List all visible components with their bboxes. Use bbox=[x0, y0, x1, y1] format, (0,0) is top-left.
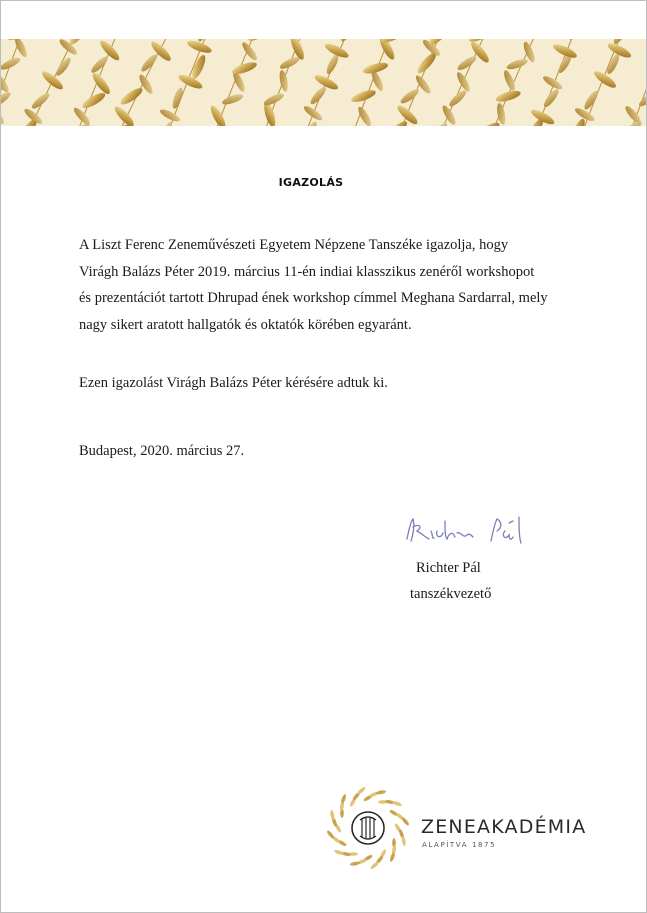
place-and-date: Budapest, 2020. március 27. bbox=[79, 443, 245, 459]
certification-text: A Liszt Ferenc Zeneművészeti Egyetem Népzene Tanszéke igazolja, hogy Virágh Balázs Péter 2019. március 11-én indiai klasszikus zenéről workshopot és prezentációt tartott Dhrupad ének workshop címmel Meghana Sardarral, mely nagy sikert aratott hallgatók és oktatók körében egyaránt. bbox=[79, 237, 548, 333]
body-paragraph bbox=[79, 232, 549, 338]
founded-year-label: ALAPÍTVA 1875 bbox=[422, 841, 497, 849]
signer-name: Richter Pál bbox=[416, 560, 481, 576]
zeneakademia-emblem-logo bbox=[323, 783, 413, 873]
document-title: IGAZOLÁS bbox=[278, 176, 344, 189]
handwritten-signature bbox=[401, 511, 541, 551]
leaf-pattern-image bbox=[1, 39, 646, 126]
signer-title: tanszékvezető bbox=[410, 586, 492, 602]
gold-leaf-banner bbox=[1, 39, 646, 126]
request-statement: Ezen igazolást Virágh Balázs Péter kérésére adtuk ki. bbox=[79, 375, 388, 391]
zeneakademia-wordmark: ZENEAKADÉMIA bbox=[421, 816, 587, 838]
